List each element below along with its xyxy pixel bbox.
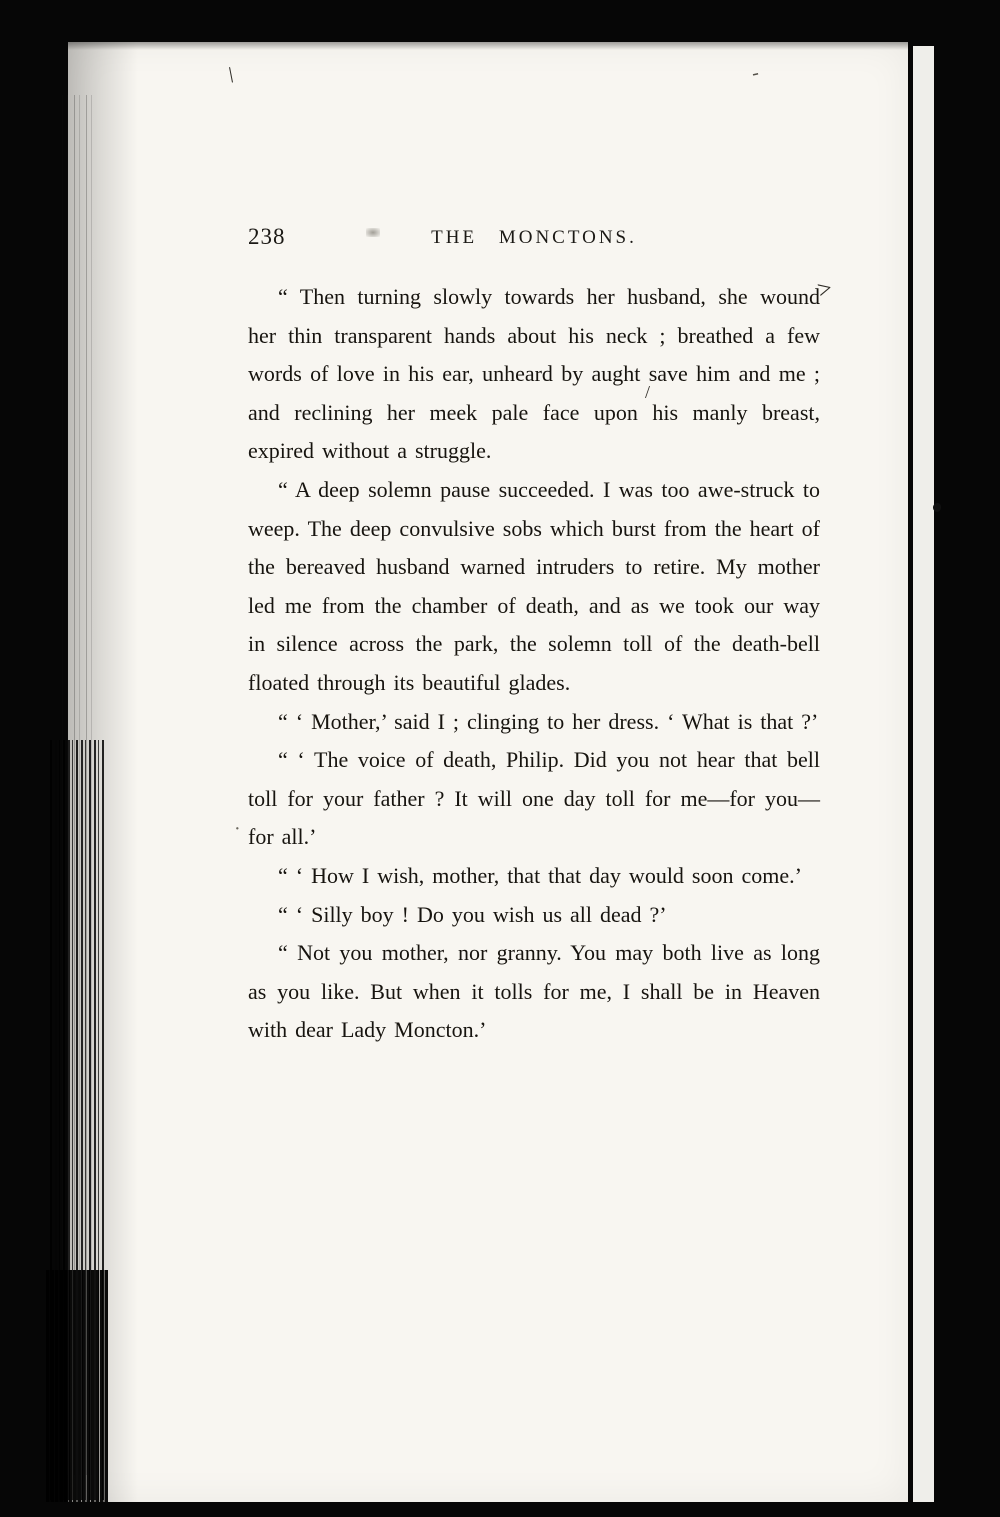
paragraph: “ ‘ The voice of death, Philip. Did you not hear that bell toll for your father ? It will one day toll for me—for you—for all.’ <box>248 747 820 850</box>
ink-speck <box>933 503 941 512</box>
page-body <box>248 278 820 1050</box>
page-header <box>248 224 820 254</box>
ink-mark-top-right: - <box>749 61 761 85</box>
page-number: 238 <box>248 224 286 249</box>
paragraph: “ ‘ How I wish, mother, that that day would soon come.’ <box>278 862 802 888</box>
paragraph: “ ‘ Silly boy ! Do you wish us all dead ?’ <box>278 901 667 927</box>
ink-mark-corner: \ <box>226 61 236 88</box>
paragraph: “ ‘ Mother,’ said I ; clinging to her dress. ‘ What is that ?’ <box>278 708 819 734</box>
running-title: THE MONCTONS. <box>431 227 637 248</box>
adjacent-page-edge <box>913 46 934 1502</box>
paragraph: “ Not you mother, nor granny. You may both live as long as you like. But when it tolls for me, I shall be in Heaven with dear Lady Moncton.’ <box>248 940 820 1043</box>
paragraph: “ Then turning slowly towards her husband, she wound her thin transparent hands about his neck ; breathed a few words of love in his ear, unheard by aught save him and me ; and reclining her meek pale face upon his manly breast, expired without a struggle. <box>248 284 820 464</box>
paragraph: “ A deep solemn pause succeeded. I was too awe-struck to weep. The deep convulsive sobs which burst from the heart of the bereaved husband warned intruders to retire. My mother led me from the chamber of death, and as we took our way in silence across the park, the solemn toll of the death-bell floated through its beautiful glades. <box>248 476 820 695</box>
book-page <box>68 42 908 1502</box>
pen-arrow-mark: > <box>814 274 836 305</box>
stray-apostrophe-mark: / <box>645 382 651 402</box>
margin-dot-mark: · <box>234 818 241 840</box>
